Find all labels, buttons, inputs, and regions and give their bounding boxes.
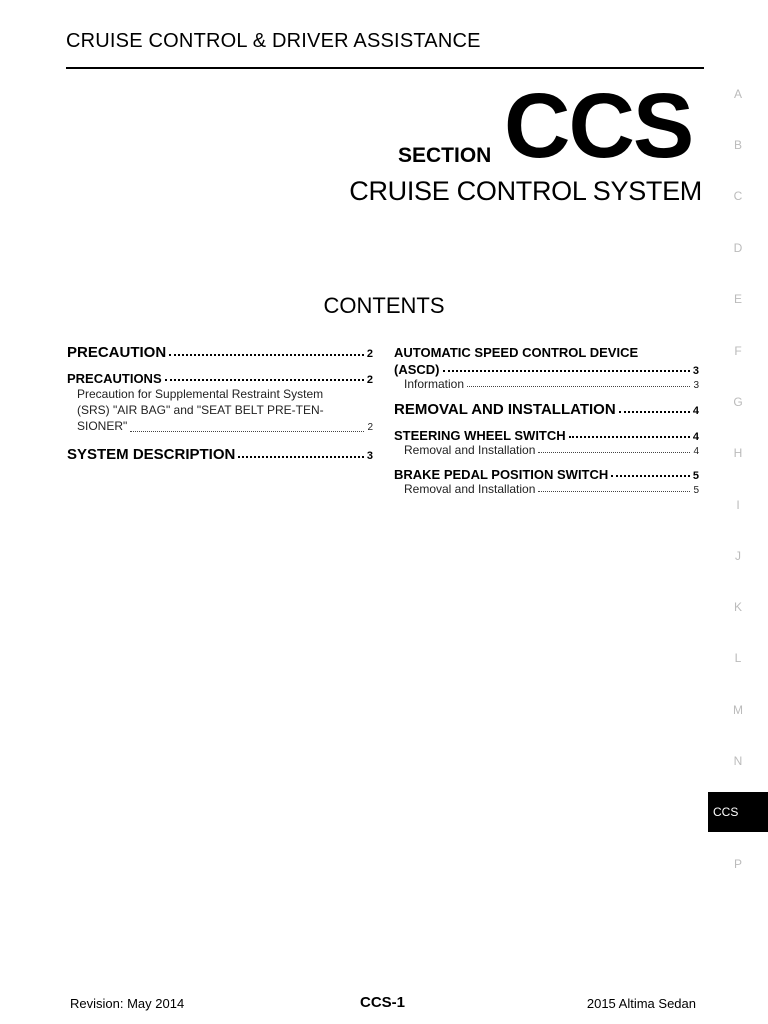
toc-page: 2	[366, 348, 373, 360]
toc-entry-steering-removal[interactable]	[394, 443, 699, 457]
toc-page: 5	[693, 485, 699, 496]
toc-page: 4	[692, 431, 699, 443]
toc-label-line: Precaution for Supplemental Restraint System	[77, 387, 324, 401]
toc-label-line: SIONER"	[77, 419, 128, 433]
toc-leader	[569, 436, 690, 438]
side-tab-p[interactable]: P	[733, 857, 742, 871]
toc-label: Removal and Installation	[404, 482, 536, 496]
toc-entry-system-description[interactable]	[67, 446, 373, 463]
toc-label: SYSTEM DESCRIPTION	[67, 446, 236, 463]
footer-revision: Revision: May 2014	[70, 996, 185, 1011]
section-title: CRUISE CONTROL SYSTEM	[349, 176, 702, 206]
toc-leader	[611, 475, 690, 477]
toc-leader	[538, 491, 690, 492]
toc-page: 4	[693, 446, 699, 457]
toc-leader	[238, 456, 364, 458]
toc-page: 3	[693, 380, 699, 391]
footer-model: 2015 Altima Sedan	[586, 996, 696, 1011]
side-tab-i[interactable]: I	[736, 498, 740, 512]
toc-label-line: AUTOMATIC SPEED CONTROL DEVICE	[394, 345, 639, 360]
section-label: SECTION	[398, 144, 492, 167]
side-tab-b[interactable]: B	[733, 138, 742, 152]
toc-entry-brake-removal[interactable]	[394, 482, 699, 496]
side-tab-c[interactable]: C	[733, 189, 743, 203]
side-tab-ccs-active[interactable]: CCS	[708, 792, 768, 832]
side-tab-a[interactable]: A	[733, 87, 742, 101]
side-tab-d[interactable]: D	[733, 241, 743, 255]
side-tab-n[interactable]: N	[733, 754, 743, 768]
toc-entry-removal-installation[interactable]	[394, 401, 699, 418]
toc-leader	[130, 431, 364, 432]
toc-entry-precaution[interactable]	[67, 344, 373, 361]
toc-page: 2	[367, 422, 373, 433]
side-tab-l[interactable]: L	[734, 651, 742, 665]
side-tab-f[interactable]: F	[734, 344, 742, 358]
toc-leader	[165, 379, 364, 381]
toc-page: 2	[366, 374, 373, 386]
toc-page: 5	[692, 470, 699, 482]
header-rule	[66, 67, 704, 69]
toc-page: 3	[692, 365, 699, 377]
toc-label: Information	[404, 377, 465, 391]
toc-label: PRECAUTIONS	[67, 371, 162, 386]
toc-entry-steering-wheel-switch[interactable]	[394, 428, 699, 443]
toc-page: 3	[366, 450, 373, 462]
toc-label: STEERING WHEEL SWITCH	[394, 428, 566, 443]
toc-entry-brake-pedal-switch[interactable]	[394, 467, 699, 482]
toc-left-column	[67, 344, 373, 469]
toc-entry-ascd[interactable]	[394, 344, 699, 377]
side-tab-k[interactable]: K	[733, 600, 742, 614]
footer-page-id: CCS-1	[360, 994, 406, 1011]
section-code: CCS	[504, 75, 693, 177]
header-title: CRUISE CONTROL & DRIVER ASSISTANCE	[66, 30, 481, 52]
side-tab-m[interactable]: M	[733, 703, 743, 717]
side-tab-g[interactable]: G	[733, 395, 743, 409]
toc-entry-precautions[interactable]	[67, 371, 373, 386]
toc-label-line: (ASCD)	[394, 362, 440, 377]
contents-heading: CONTENTS	[323, 293, 445, 318]
toc-leader	[619, 411, 690, 413]
toc-label: BRAKE PEDAL POSITION SWITCH	[394, 467, 609, 482]
toc-label-line: (SRS) "AIR BAG" and "SEAT BELT PRE-TEN-	[77, 403, 324, 417]
toc-label: Removal and Installation	[404, 443, 536, 457]
side-tab-h[interactable]: H	[733, 446, 743, 460]
toc-leader	[538, 452, 690, 453]
toc-label: REMOVAL AND INSTALLATION	[394, 401, 616, 418]
toc-page: 4	[692, 405, 699, 417]
toc-entry-information[interactable]	[394, 377, 699, 391]
toc-label: PRECAUTION	[67, 344, 167, 361]
toc-right-column	[394, 344, 699, 496]
toc-leader	[443, 370, 690, 372]
side-tab-e[interactable]: E	[733, 292, 742, 306]
toc-leader	[467, 386, 690, 387]
side-tab-j[interactable]: J	[735, 549, 741, 563]
toc-leader	[169, 354, 364, 356]
toc-entry-srs[interactable]	[67, 386, 373, 436]
